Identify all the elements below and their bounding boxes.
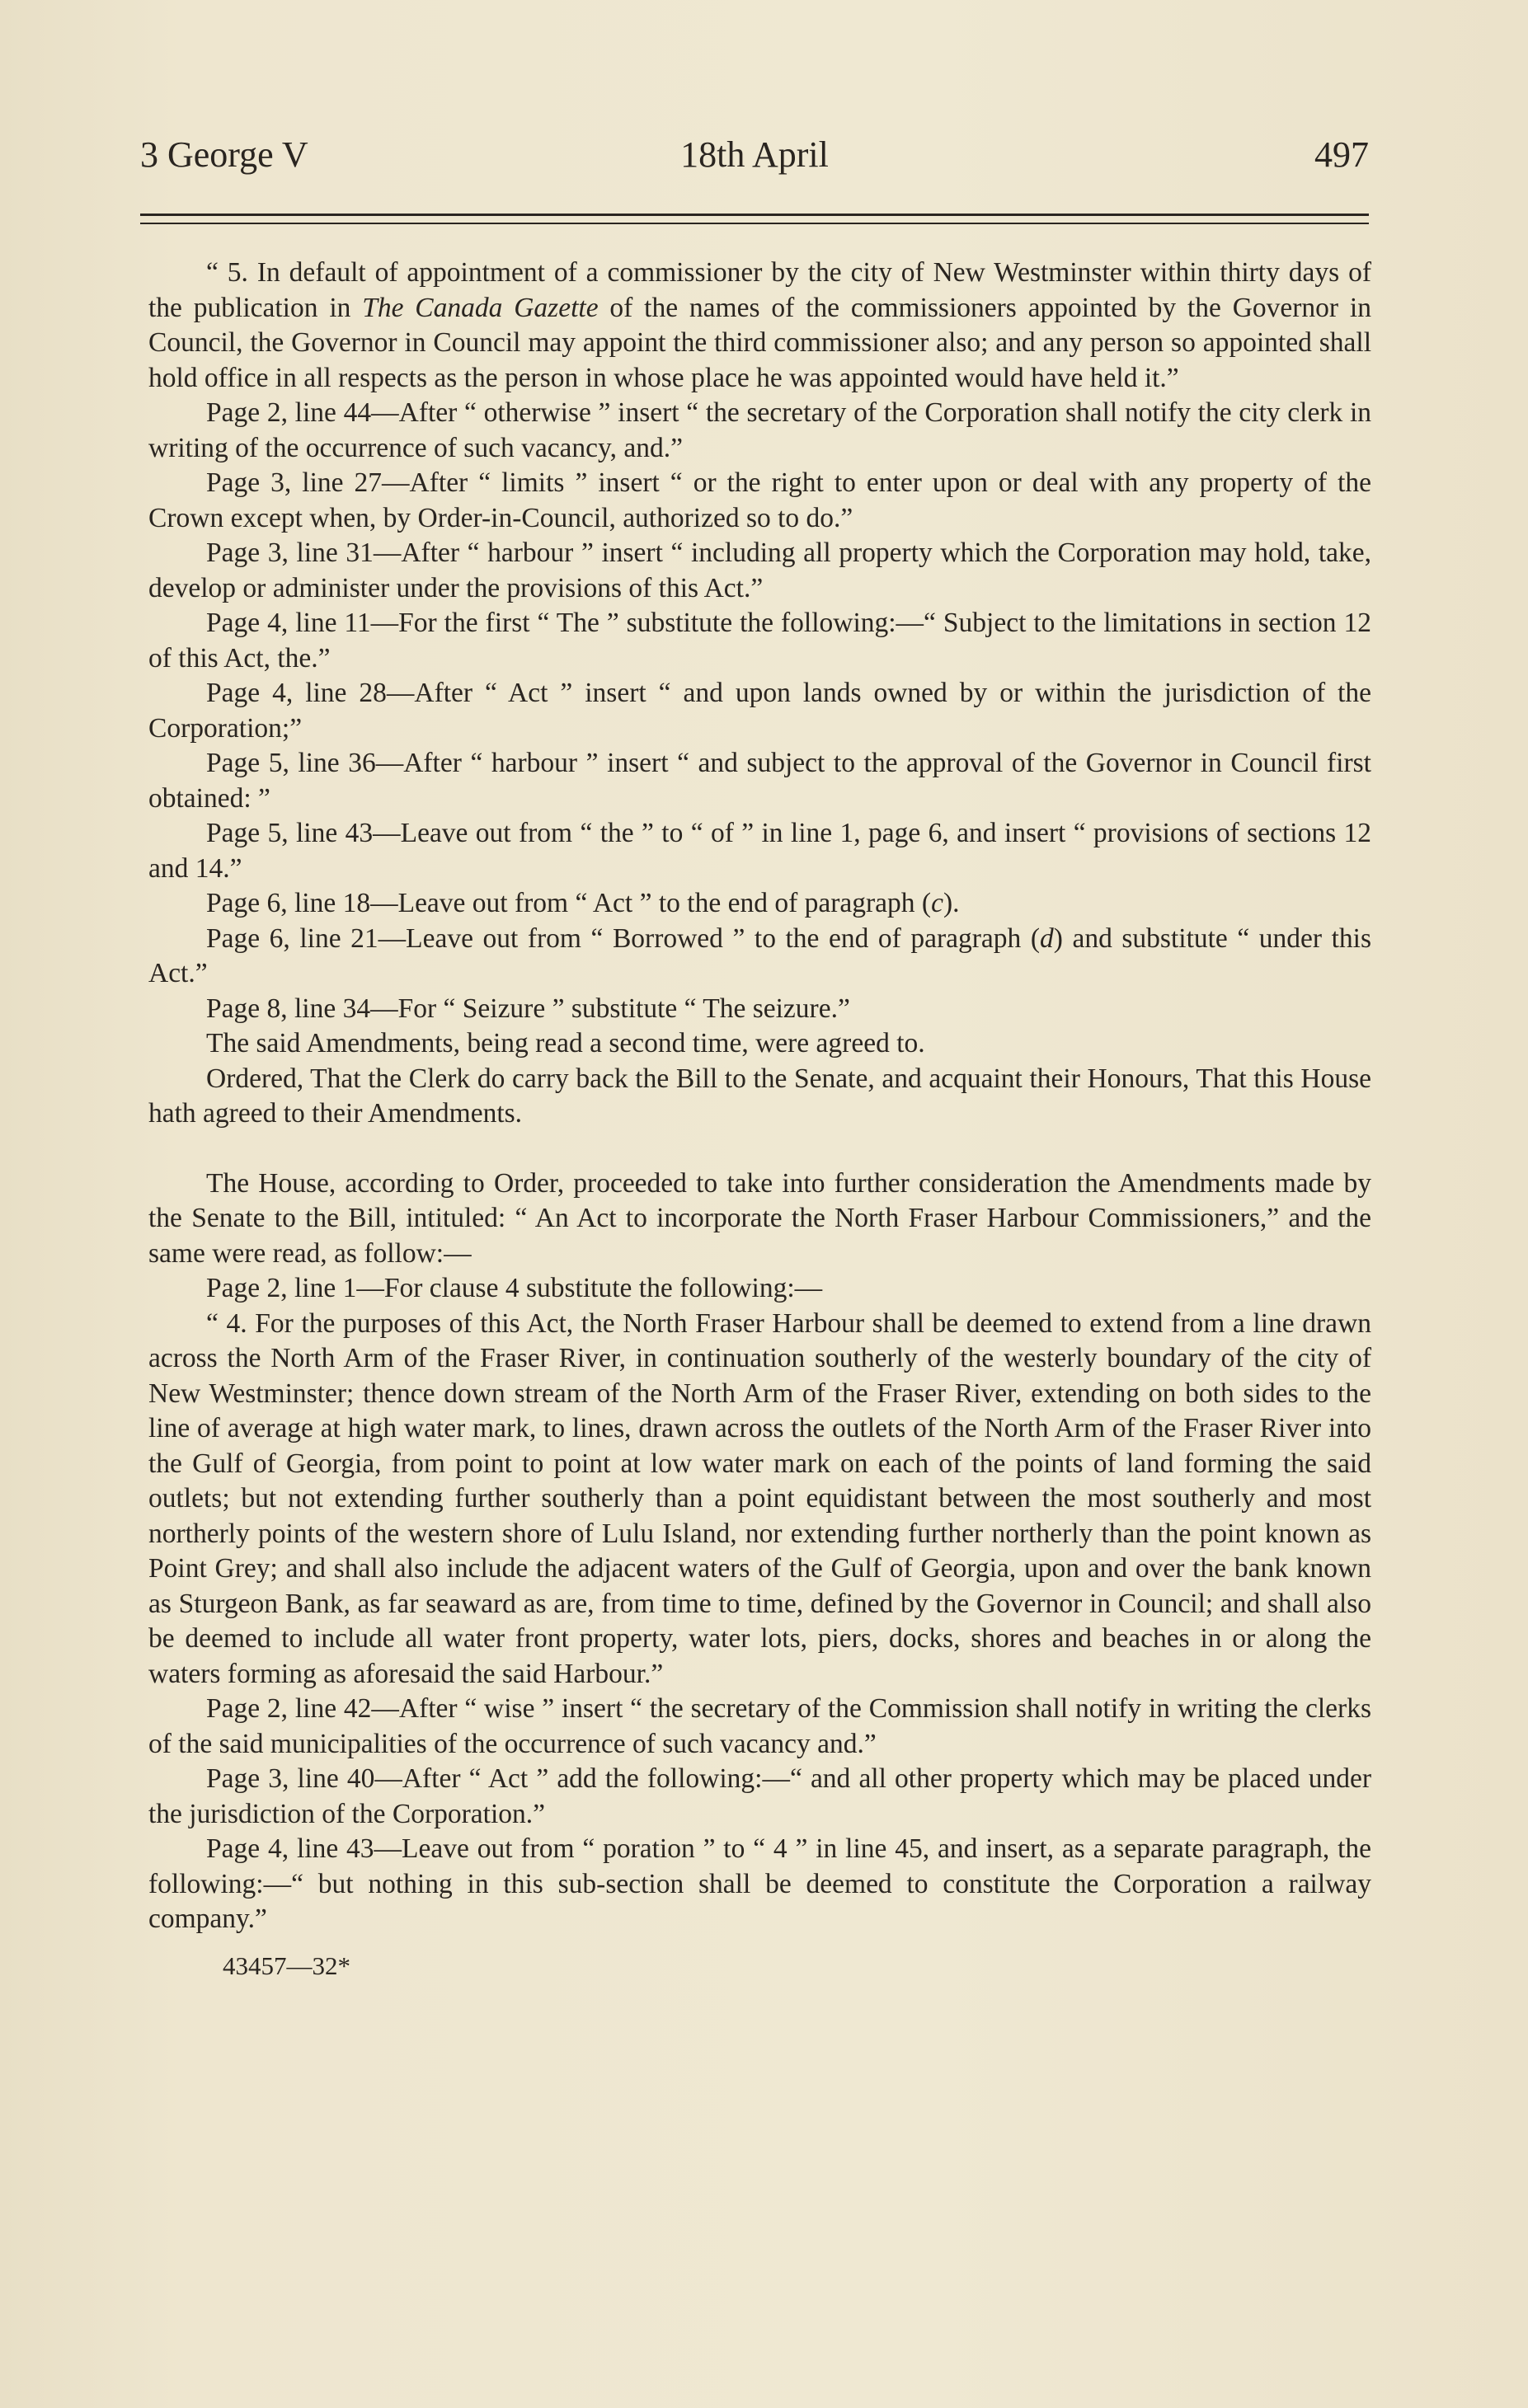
paragraph: Page 2, line 42—After “ wise ” insert “ the secretary of the Commission shall notify in writing the clerks of the said municipalities of the occurrence of such vacancy and.” — [148, 1693, 1371, 1759]
body-text — [148, 256, 1371, 1983]
paragraph: Page 4, line 11—For the first “ The ” substitute the following:—“ Subject to the limitations in section 12 of this Act, the.” — [148, 608, 1371, 674]
paragraph-list — [148, 256, 1371, 1937]
paragraph: Page 5, line 36—After “ harbour ” insert “ and subject to the approval of the Governor in Council first obtained: ” — [148, 748, 1371, 814]
regnal-year: 3 George V — [140, 134, 308, 175]
header-date: 18th April — [680, 134, 829, 175]
paragraph: Page 2, line 1—For clause 4 substitute the following:— — [206, 1273, 823, 1303]
paragraph: Page 3, line 40—After “ Act ” add the following:—“ and all other property which may be placed under the jurisdiction of the Corporation.” — [148, 1763, 1371, 1829]
paragraph: The said Amendments, being read a second time, were agreed to. — [206, 1028, 925, 1058]
page-number: 497 — [1314, 134, 1369, 175]
paragraph: Page 4, line 43—Leave out from “ poration ” to “ 4 ” in line 45, and insert, as a separate paragraph, the following:—“ but nothing in this sub-section shall be deemed to constitute the Corporation a railway company.” — [148, 1833, 1371, 1934]
paragraph: Page 3, line 31—After “ harbour ” insert “ including all property which the Corporation may hold, take, develop or administer under the provisions of this Act.” — [148, 537, 1371, 603]
paragraph: Page 2, line 44—After “ otherwise ” insert “ the secretary of the Corporation shall notify the city clerk in writing of the occurrence of such vacancy, and.” — [148, 397, 1371, 463]
paragraph: “ 5. In default of appointment of a commissioner by the city of New Westminster within thirty days of the publication in The Canada Gazette of the names of the commissioners appointed by the Governor in Council, the Governor in Council may appoint the third commissioner also; and any person so appointed shall hold office in all respects as the person in whose place he was appointed would have held it.” — [148, 257, 1371, 393]
running-header — [140, 130, 1369, 180]
paragraph: Page 6, line 21—Leave out from “ Borrowed ” to the end of paragraph (d) and substitute “ under this Act.” — [148, 922, 1372, 988]
paragraph: Page 3, line 27—After “ limits ” insert “ or the right to enter upon or deal with any property of the Crown except when, by Order-in-Council, authorized so to do.” — [148, 467, 1371, 533]
paragraph: Page 8, line 34—For “ Seizure ” substitute “ The seizure.” — [206, 993, 850, 1024]
paragraph: “ 4. For the purposes of this Act, the North Fraser Harbour shall be deemed to extend from a line drawn across the North Arm of the Fraser River, in continuation southerly of the westerly boundary of the city of New Westminster; thence down stream of the North Arm of the Fraser River, extending on both sides to the line of average at high water mark, to lines, drawn across the outlets of the North Arm of the Fraser River into the Gulf of Georgia, from point to point at low water mark on each of the points of land forming the said outlets; but not extending further southerly than a point equidistant between the most southerly and most northerly points of the western shore of Lulu Island, nor extending further northerly than the point known as Point Grey; and shall also include the adjacent waters of the Gulf of Georgia, upon and over the bank known as Sturgeon Bank, as far seaward as are, from time to time, defined by the Governor in Council; and shall also be deemed to include all water front property, water lots, piers, docks, shores and beaches in or along the waters forming as aforesaid the said Harbour.” — [148, 1307, 1371, 1689]
printer-code: 43457—32* — [223, 1950, 350, 1980]
paragraph: Page 6, line 18—Leave out from “ Act ” to the end of paragraph (c). — [206, 888, 960, 918]
header-rule-thin — [140, 223, 1369, 224]
paragraph: The House, according to Order, proceeded to take into further consideration the Amendments made by the Senate to the Bill, intituled: “ An Act to incorporate the North Fraser Harbour Commissioners,” and the same were read, as follow:— — [148, 1167, 1371, 1269]
header-rule-thick — [140, 214, 1369, 216]
paragraph: Page 4, line 28—After “ Act ” insert “ and upon lands owned by or within the jurisdiction of the Corporation;” — [148, 678, 1371, 744]
paragraph: Ordered, That the Clerk do carry back the Bill to the Senate, and acquaint their Honours, That this House hath agreed to their Amendments. — [148, 1063, 1371, 1129]
paragraph: Page 5, line 43—Leave out from “ the ” to “ of ” in line 1, page 6, and insert “ provisions of sections 12 and 14.” — [148, 818, 1371, 884]
